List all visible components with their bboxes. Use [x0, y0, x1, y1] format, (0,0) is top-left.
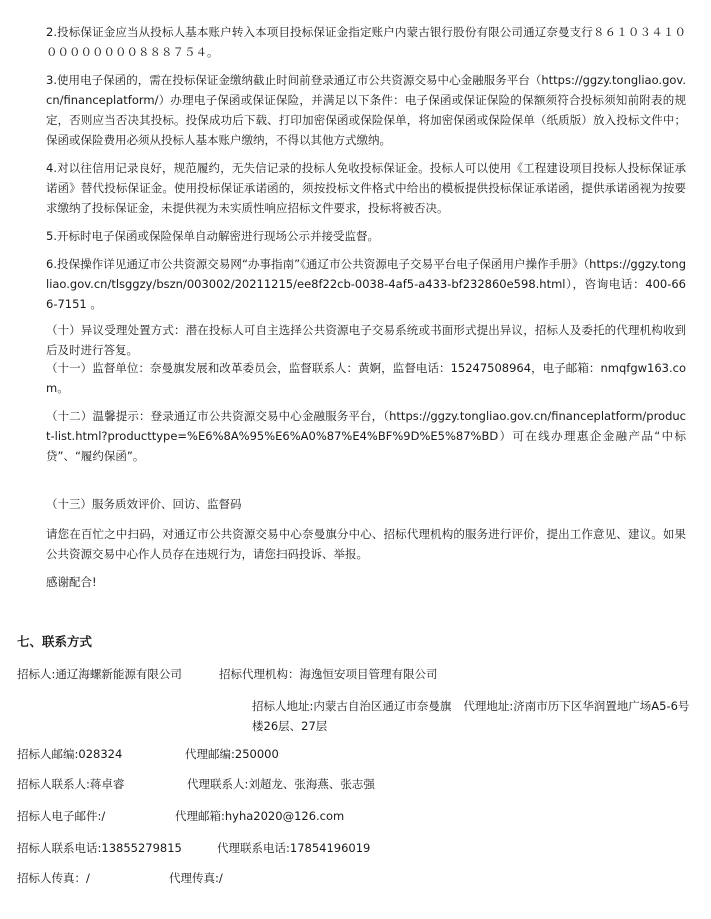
agency-postcode: 代理邮编:250000: [185, 747, 279, 761]
note-bid-opening: 5.开标时电子保函或保险保单自动解密进行现场公示并接受监督。: [46, 229, 379, 243]
tenderer-postcode: 招标人邮编:028324: [17, 747, 123, 761]
agency-name: 招标代理机构：海逸恒安项目管理有限公司: [219, 667, 438, 681]
contact-heading: 七、联系方式: [17, 634, 93, 649]
tenderer-address: 招标人地址:内蒙古自治区通辽市奈曼旗: [252, 699, 452, 713]
note-electronic-guarantee: 3.使用电子保函的，需在投标保证金缴纳截止时间前登录通辽市公共资源交易中心金融服务平台（https://ggzy.tongliao.gov.cn/financeplatform/）办理电子保函或保证保险，并满足以下条件：电子保函或保证保险的保额须符合投标须知前附表的规定，否则应当否决其投标。投保成功后下载、打印加密保函或保险保单，将加密保函或保险保单（纸质版）放入投标文件中；保函或保险费用必须从投标人基本账户缴纳，不得以其他方式缴纳。: [46, 73, 686, 147]
clause-supervision: （十一）监督单位：奈曼旗发展和改革委员会，监督联系人：黄婀，监督电话：15247508964，电子邮箱：nmqfgw163.com。: [46, 361, 686, 395]
agency-email: 代理邮箱:hyha2020@126.com: [175, 809, 345, 823]
clause-objection: （十）异议受理处置方式：潜在投标人可自主选择公共资源电子交易系统或书面形式提出异议，招标人及委托的代理机构收到后及时进行答复。: [46, 323, 686, 357]
clause-tip: （十二）温馨提示：登录通辽市公共资源交易中心金融服务平台，（https://ggzy.tongliao.gov.cn/financeplatform/product-list.html?producttype=%E6%8A%95%E6%A0%87%E4%BF%9D%E5%87%BD）可在线办理惠企金融产品“中标贷”、“履约保函”。: [46, 409, 686, 463]
agency-address: 代理地址:济南市历下区华润置地广场A5-6号楼26层、27层: [252, 699, 690, 733]
note-deposit-account: 2.投标保证金应当从投标人基本账户转入本项目投标保证金指定账户内蒙古银行股份有限公司通辽奈曼支行８６１０３４１０００００００００８８８７５４。: [46, 25, 686, 59]
contact-row-address: [252, 696, 692, 736]
tenderer-fax: 招标人传真：/: [17, 871, 90, 885]
agency-contact: 代理联系人:刘超龙、张海燕、张志强: [187, 777, 375, 791]
thanks-text: 感谢配合!: [46, 575, 97, 589]
clause-evaluation-heading: （十三）服务质效评价、回访、监督码: [46, 497, 242, 511]
note-operation-guide: 6.投保操作详见通辽市公共资源交易网“办事指南”《通辽市公共资源电子交易平台电子保函用户操作手册》（https://ggzy.tongliao.gov.cn/tlsggzy/bszn/003002/20211215/ee8f22cb-0038-4af5-a433-bf232860e598.html），咨询电话：400-666-7151 。: [46, 257, 686, 311]
clause-evaluation-body: 请您在百忙之中扫码，对通辽市公共资源交易中心奈曼旗分中心、招标代理机构的服务进行评价，提出工作意见、建议。如果公共资源交易中心作人员存在违规行为，请您扫码投诉、举报。: [46, 527, 686, 561]
agency-fax: 代理传真:/: [169, 871, 223, 885]
tenderer-contact: 招标人联系人:蒋卓睿: [17, 777, 125, 791]
tenderer-email: 招标人电子邮件:/: [17, 809, 106, 823]
agency-phone: 代理联系电话:17854196019: [217, 841, 371, 855]
tenderer-name: 招标人:通辽海螺新能源有限公司: [17, 667, 182, 681]
tenderer-phone: 招标人联系电话:13855279815: [17, 841, 182, 855]
note-credit-exemption: 4.对以往信用记录良好，规范履约，无失信记录的投标人免收投标保证金。投标人可以使用《工程建设项目投标人投标保证承诺函》替代投标保证金。使用投标保证承诺函的，须按投标文件格式中给出的模板提供投标保证承诺函，提供承诺函视为按要求缴纳了投标保证金，未提供视为未实质性响应招标文件要求，投标将被否决。: [46, 161, 686, 215]
